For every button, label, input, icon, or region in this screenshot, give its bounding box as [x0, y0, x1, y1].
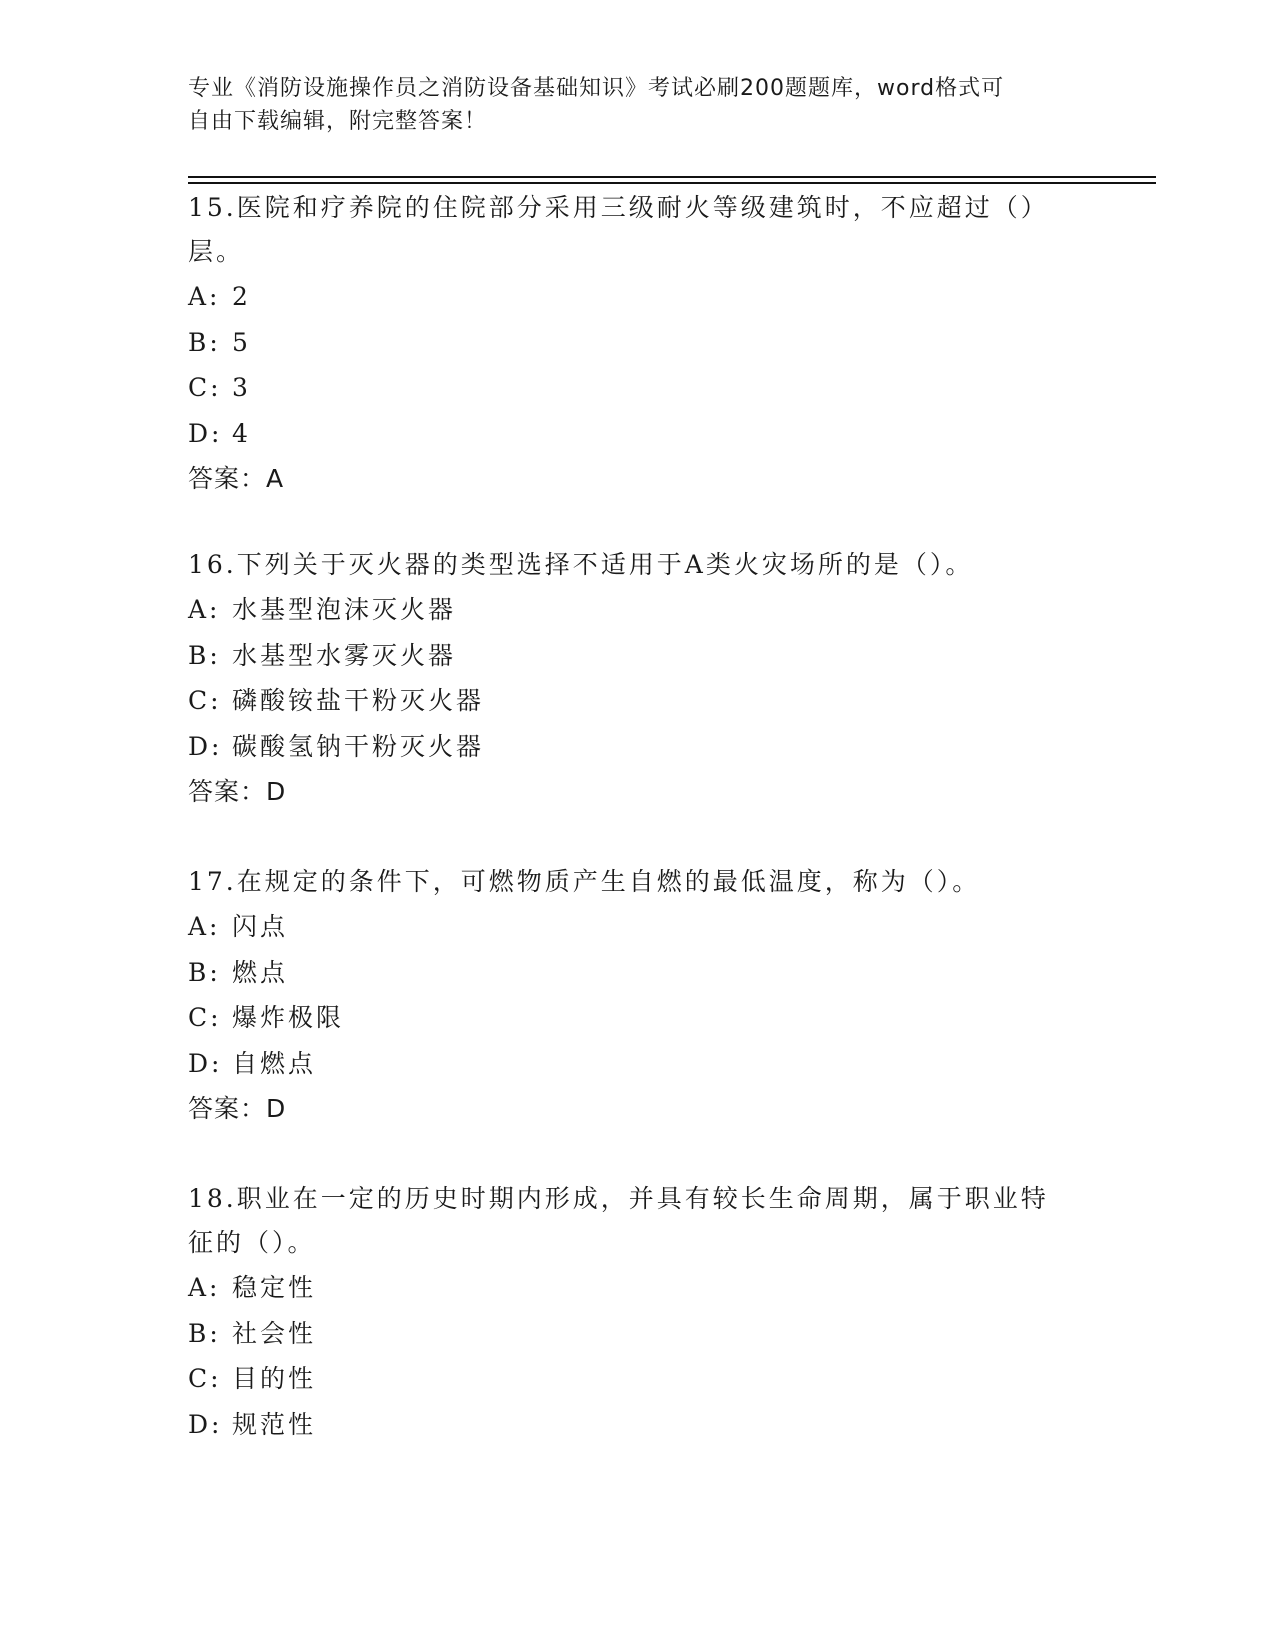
option-a: [188, 587, 1088, 633]
option-c: [188, 1356, 1088, 1402]
option-text: 碳酸氢钠干粉灭火器: [232, 731, 485, 761]
answer-prefix: 答案：: [188, 1094, 267, 1123]
option-text: 磷酸铵盐干粉灭火器: [232, 686, 485, 715]
answer: [188, 456, 1088, 501]
question-15: [188, 186, 1088, 501]
option-text: 2: [232, 282, 251, 311]
answer-value: D: [266, 1094, 287, 1123]
header-line-1: 专业《消防设施操作员之消防设备基础知识》考试必刷200题题库，word格式可: [188, 76, 1005, 101]
option-label: C:: [188, 1003, 222, 1032]
option-b: [188, 950, 1088, 996]
option-text: 稳定性: [232, 1273, 317, 1302]
question-number: 18.: [188, 1184, 237, 1213]
option-label: D:: [188, 1048, 223, 1078]
option-label: A:: [188, 1273, 221, 1302]
option-text: 自燃点: [232, 1048, 317, 1078]
option-label: A:: [188, 282, 221, 311]
option-a: [188, 274, 1088, 320]
question-17: [188, 860, 1088, 1131]
option-label: C:: [188, 373, 222, 402]
document-header: [188, 72, 1068, 138]
answer-prefix: 答案：: [188, 464, 267, 493]
option-text: 燃点: [232, 957, 289, 987]
question-text-line-1: 下列关于灭火器的类型选择不适用于A类火灾场所的是（）。: [236, 550, 974, 579]
question-text: [188, 543, 1088, 587]
option-d: [188, 1402, 1088, 1448]
option-label: D:: [188, 418, 223, 448]
question-text: [188, 860, 1088, 904]
question-text: [188, 186, 1088, 230]
question-text-line-1: 医院和疗养院的住院部分采用三级耐火等级建筑时，不应超过（）: [236, 193, 1049, 222]
option-label: A:: [188, 595, 221, 624]
question-18: [188, 1177, 1088, 1447]
option-c: [188, 995, 1088, 1041]
question-number: 15.: [188, 193, 237, 222]
question-text-line-2: 征的（）。: [188, 1228, 316, 1257]
question-text-line-2: 层。: [188, 237, 245, 266]
option-text: 水基型水雾灭火器: [232, 640, 457, 670]
question-number: 16.: [188, 550, 237, 579]
option-label: B:: [188, 1318, 221, 1348]
option-text: 社会性: [232, 1318, 317, 1348]
option-text: 闪点: [232, 912, 289, 941]
option-label: D:: [188, 1409, 223, 1439]
option-text: 爆炸极限: [232, 1003, 345, 1032]
option-text: 5: [232, 327, 251, 357]
option-text: 目的性: [232, 1364, 317, 1393]
question-text: [188, 1177, 1088, 1221]
option-a: [188, 904, 1088, 950]
option-label: D:: [188, 731, 223, 761]
option-d: [188, 411, 1088, 457]
option-b: [188, 320, 1088, 366]
option-c: [188, 365, 1088, 411]
question-text-line-1: 在规定的条件下，可燃物质产生自燃的最低温度，称为（）。: [236, 867, 981, 896]
question-text-line-1: 职业在一定的历史时期内形成，并具有较长生命周期，属于职业特: [236, 1184, 1049, 1213]
option-b: [188, 1311, 1088, 1357]
option-label: B:: [188, 327, 221, 357]
header-divider-top: [188, 176, 1156, 178]
option-text: 4: [232, 418, 251, 448]
answer-prefix: 答案：: [188, 777, 267, 806]
option-b: [188, 633, 1088, 679]
question-16: [188, 543, 1088, 814]
option-c: [188, 678, 1088, 724]
option-label: B:: [188, 957, 221, 987]
option-d: [188, 1041, 1088, 1087]
answer-value: A: [266, 464, 285, 493]
answer: [188, 769, 1088, 814]
answer: [188, 1086, 1088, 1131]
option-label: C:: [188, 1364, 222, 1393]
option-text: 3: [232, 373, 251, 402]
question-number: 17.: [188, 867, 237, 896]
option-text: 水基型泡沫灭火器: [232, 595, 457, 624]
option-text: 规范性: [232, 1409, 317, 1439]
option-d: [188, 724, 1088, 770]
header-line-2: 自由下载编辑，附完整答案！: [188, 109, 488, 134]
header-divider-bottom: [188, 182, 1156, 184]
answer-value: D: [266, 777, 287, 806]
option-label: A:: [188, 912, 221, 941]
option-label: C:: [188, 686, 222, 715]
option-a: [188, 1265, 1088, 1311]
option-label: B:: [188, 640, 221, 670]
